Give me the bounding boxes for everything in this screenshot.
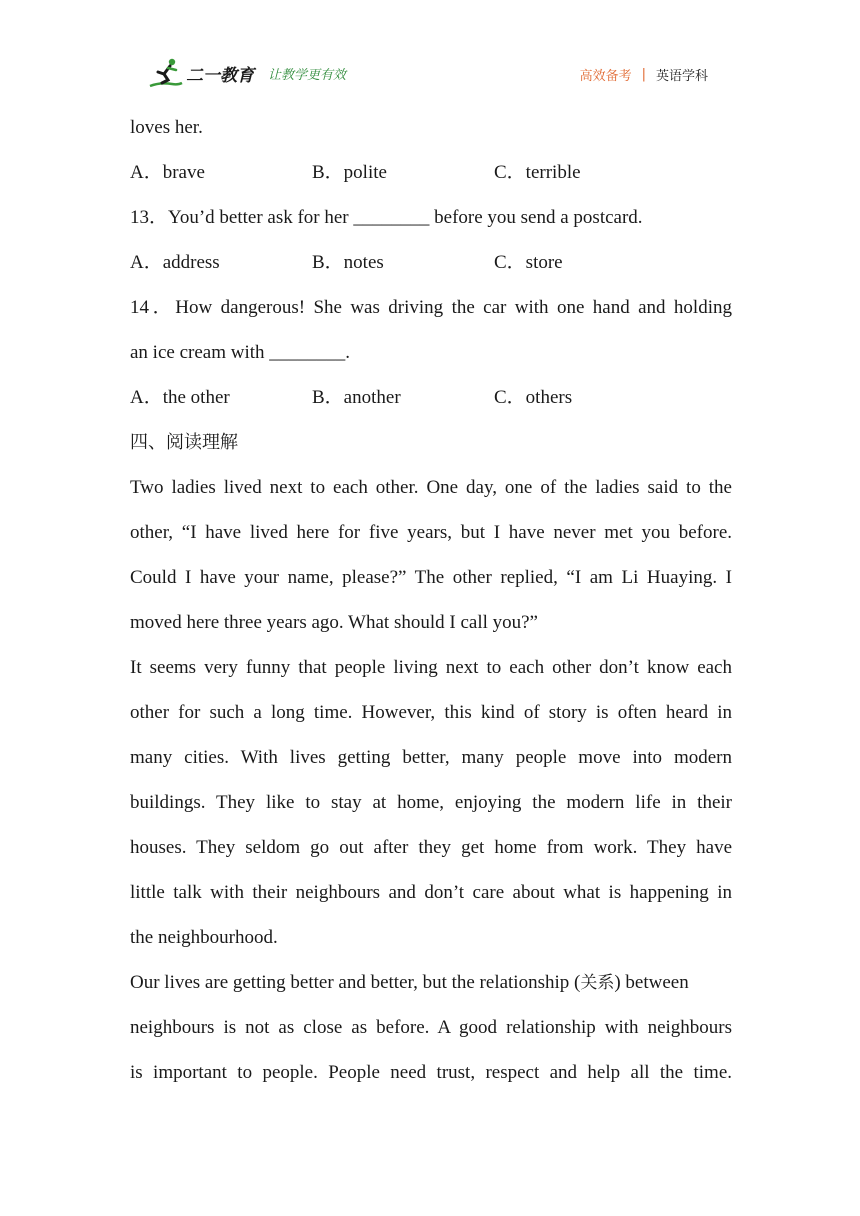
passage-paragraph-3: [130, 960, 732, 1095]
passage-line: other, “I have lived here for five years, but I have never met you before.: [130, 522, 732, 543]
passage-line: many cities. With lives getting better, many people move into modern: [130, 747, 732, 768]
option-b: B．notes: [312, 252, 384, 273]
option-c: C．others: [494, 387, 573, 408]
option-c: C．store: [494, 252, 563, 273]
section-heading-reading: 四、阅读理解: [130, 432, 238, 453]
passage-line: [130, 960, 732, 1005]
question-14-line-2: an ice cream with ________.: [130, 342, 351, 363]
passage-line: is important to people. People need trust, respect and help all the time.: [130, 1062, 732, 1083]
option-a: A．address: [130, 252, 220, 273]
logo-text: 二一教育: [186, 65, 254, 86]
passage-line: the neighbourhood.: [130, 927, 278, 948]
passage-line: moved here three years ago. What should I call you?”: [130, 612, 538, 633]
passage-line: other for such a long time. However, this kind of story is often heard in: [130, 702, 732, 723]
passage-line: Could I have your name, please?” The other replied, “I am Li Huaying. I: [130, 567, 732, 588]
passage-paragraph-1: [130, 465, 732, 645]
option-b: B．polite: [312, 162, 387, 183]
passage-line: It seems very funny that people living next to each other don’t know each: [130, 657, 732, 678]
option-a: A．brave: [130, 162, 205, 183]
passage-line: buildings. They like to stay at home, enjoying the modern life in their: [130, 792, 732, 813]
chinese-gloss: 关系: [580, 973, 615, 993]
question-14-line-1: 14．How dangerous! She was driving the car with one hand and holding: [130, 297, 732, 318]
option-b: B．another: [312, 387, 401, 408]
question-13-options: [130, 240, 732, 285]
passage-line: houses. They seldom go out after they get home from work. They have: [130, 837, 732, 858]
runner-logo-icon: [148, 56, 184, 90]
header-separator: |: [641, 67, 646, 82]
logo: [148, 56, 346, 90]
question-13: 13．You’d better ask for her ________ before you send a postcard.: [130, 207, 643, 228]
document-body: [130, 105, 732, 1095]
option-a: A．the other: [130, 387, 230, 408]
option-c: C．terrible: [494, 162, 581, 183]
question-14: [130, 285, 732, 375]
header-subject: [580, 65, 708, 84]
header-tagline: 高效备考: [579, 69, 632, 84]
slogan: 让教学更有效: [268, 67, 347, 83]
passage-paragraph-2: [130, 645, 732, 960]
question-14-options: [130, 375, 732, 420]
passage-text: ) between: [614, 972, 689, 993]
passage-line: neighbours is not as close as before. A good relationship with neighbours: [130, 1017, 732, 1038]
passage-line: little talk with their neighbours and don’t care about what is happening in: [130, 882, 732, 903]
question-12-options: [130, 150, 732, 195]
passage-line: Two ladies lived next to each other. One day, one of the ladies said to the: [130, 477, 732, 498]
page-header: [148, 56, 712, 92]
passage-text: Our lives are getting better and better, but the relationship (: [130, 972, 581, 993]
header-subject-label: 英语学科: [655, 69, 708, 84]
question-12-tail: loves her.: [130, 117, 203, 138]
